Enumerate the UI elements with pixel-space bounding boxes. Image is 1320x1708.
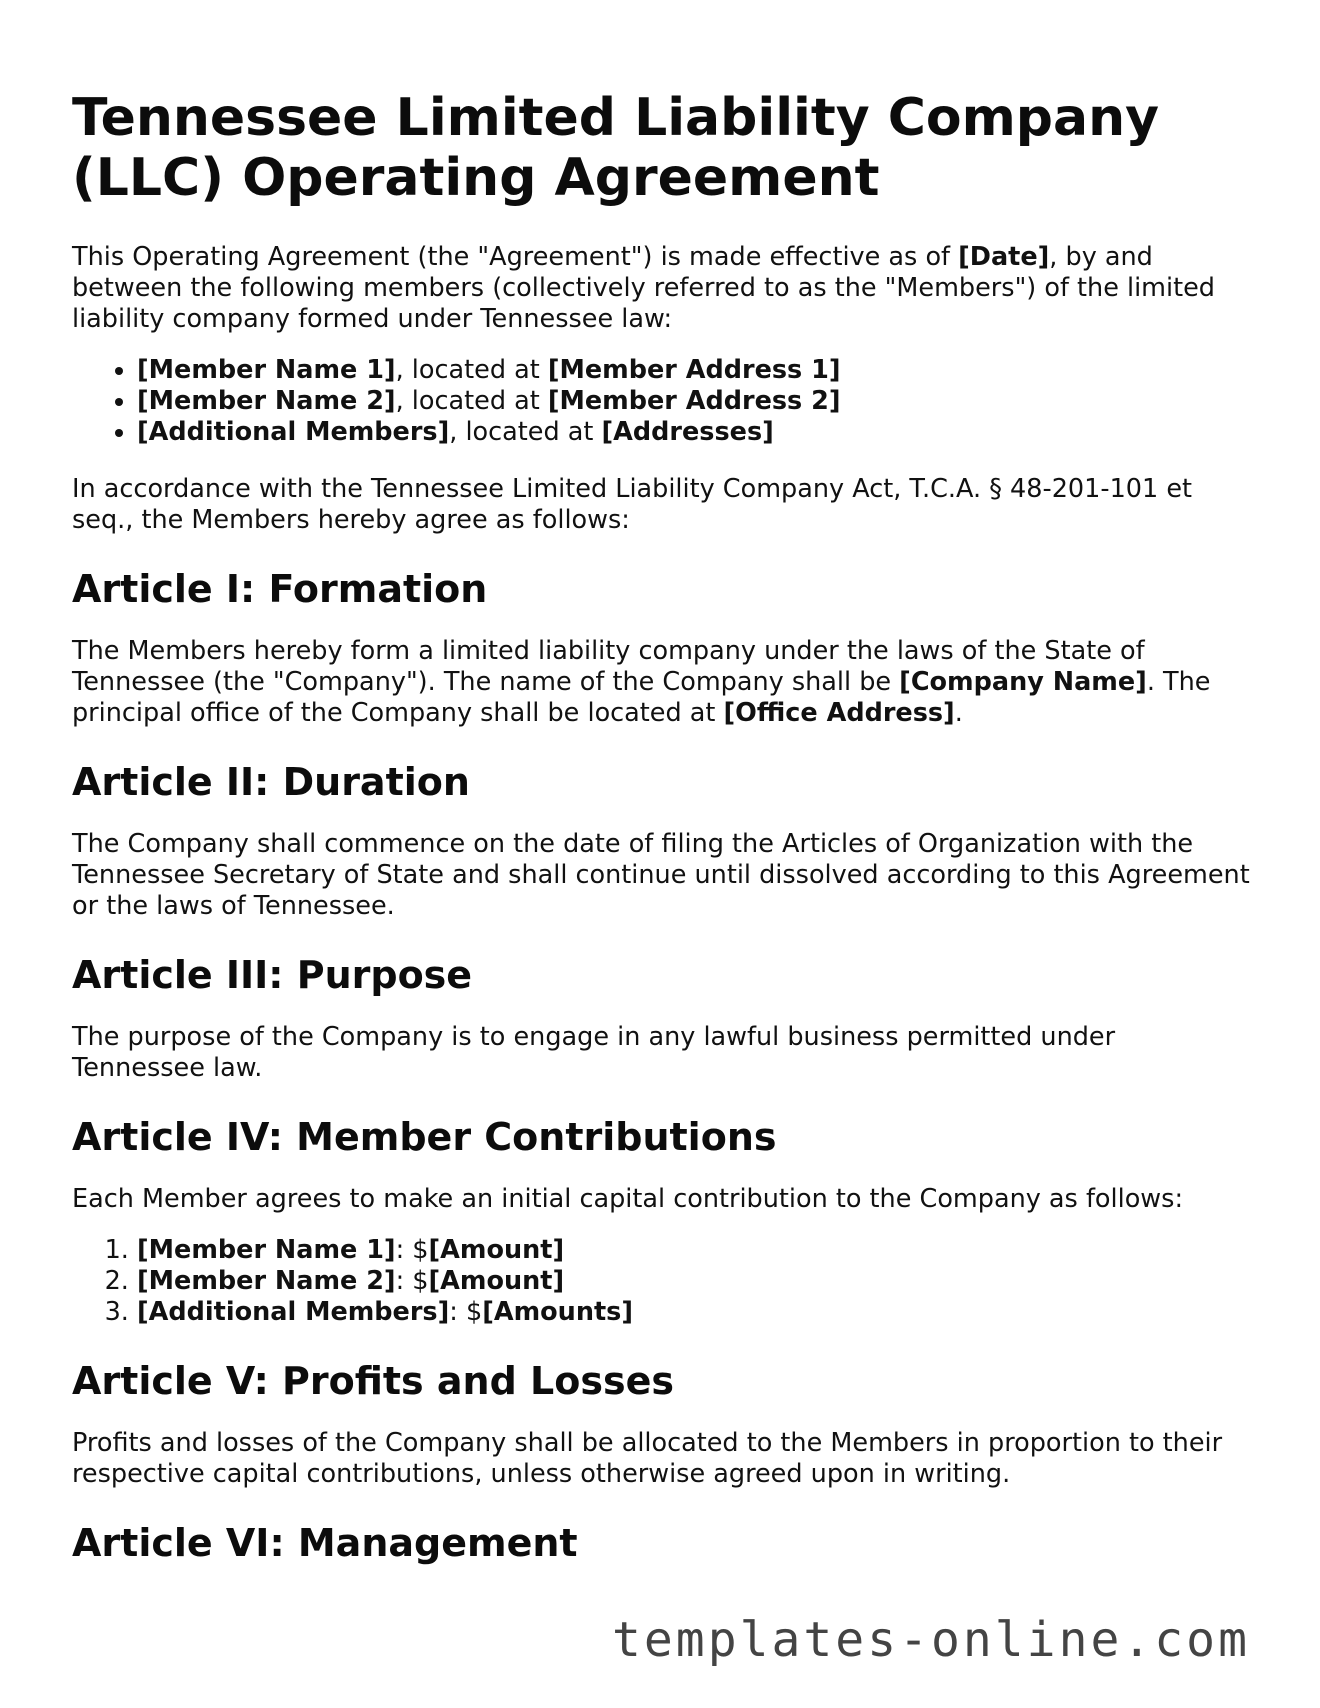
article-1-text-2: . The principal office of the Company shall be located at xyxy=(72,667,1211,728)
contribution-separator: : $ xyxy=(395,1235,429,1265)
article-4-paragraph: Each Member agrees to make an initial capital contribution to the Company as follows: xyxy=(72,1184,1184,1214)
article-2-heading: Article II: Duration xyxy=(72,760,470,804)
article-5-heading: Article V: Profits and Losses xyxy=(72,1359,674,1403)
date-placeholder: [Date] xyxy=(958,242,1050,272)
document-title: Tennessee Limited Liability Company (LLC) Operating Agreement xyxy=(72,88,1159,208)
list-item xyxy=(137,386,1252,417)
member-name: [Member Name 2] xyxy=(137,386,396,416)
intro-paragraph xyxy=(72,242,1252,335)
contribution-member: [Member Name 2] xyxy=(137,1266,396,1296)
article-2-paragraph: The Company shall commence on the date of filing the Articles of Organization with the Tennessee Secretary of State and shall continue until dissolved according to this Agreement or the laws of Tennessee. xyxy=(72,829,1250,921)
member-separator: , located at xyxy=(395,386,548,416)
contribution-separator: : $ xyxy=(449,1297,483,1327)
member-address: [Member Address 1] xyxy=(547,355,841,385)
member-separator: , located at xyxy=(449,417,602,447)
article-1-text-3: . xyxy=(954,698,963,728)
article-4-heading: Article IV: Member Contributions xyxy=(72,1115,777,1159)
contribution-amount: [Amount] xyxy=(428,1235,565,1265)
article-1-paragraph xyxy=(72,636,1252,729)
article-6-heading: Article VI: Management xyxy=(72,1521,578,1565)
contribution-member: [Member Name 1] xyxy=(137,1235,396,1265)
intro-text-2: , by and between the following members (collectively referred to as the "Members") of the limited liability company formed under Tennessee law: xyxy=(72,242,1215,334)
intro-text-1: This Operating Agreement (the "Agreement") is made effective as of xyxy=(72,242,959,272)
list-item xyxy=(137,1297,1252,1328)
article-3-heading: Article III: Purpose xyxy=(72,953,473,997)
article-1-text-1: The Members hereby form a limited liability company under the laws of the State of Tennessee (the "Company"). The name of the Company shall be xyxy=(72,636,1145,697)
members-list xyxy=(72,355,1252,448)
list-item xyxy=(137,355,1252,386)
member-name: [Additional Members] xyxy=(137,417,450,447)
office-address-placeholder: [Office Address] xyxy=(723,698,955,728)
contribution-separator: : $ xyxy=(395,1266,429,1296)
article-5-paragraph: Profits and losses of the Company shall be allocated to the Members in proportion to their respective capital contributions, unless otherwise agreed upon in writing. xyxy=(72,1428,1223,1489)
article-1-heading: Article I: Formation xyxy=(72,567,488,611)
watermark: templates-online.com xyxy=(612,1612,1250,1668)
member-address: [Member Address 2] xyxy=(547,386,841,416)
contributions-list xyxy=(72,1235,1252,1328)
article-3-paragraph: The purpose of the Company is to engage in any lawful business permitted under Tennessee law. xyxy=(72,1022,1116,1083)
document-page xyxy=(72,88,1252,1590)
list-item xyxy=(137,1235,1252,1266)
contribution-member: [Additional Members] xyxy=(137,1297,450,1327)
member-address: [Addresses] xyxy=(601,417,774,447)
list-item xyxy=(137,417,1252,448)
list-item xyxy=(137,1266,1252,1297)
contribution-amount: [Amount] xyxy=(428,1266,565,1296)
contribution-amount: [Amounts] xyxy=(482,1297,633,1327)
member-name: [Member Name 1] xyxy=(137,355,396,385)
accordance-paragraph: In accordance with the Tennessee Limited Liability Company Act, T.C.A. § 48-201-101 et seq., the Members hereby agree as follows: xyxy=(72,474,1193,535)
company-name-placeholder: [Company Name] xyxy=(899,667,1147,697)
member-separator: , located at xyxy=(395,355,548,385)
